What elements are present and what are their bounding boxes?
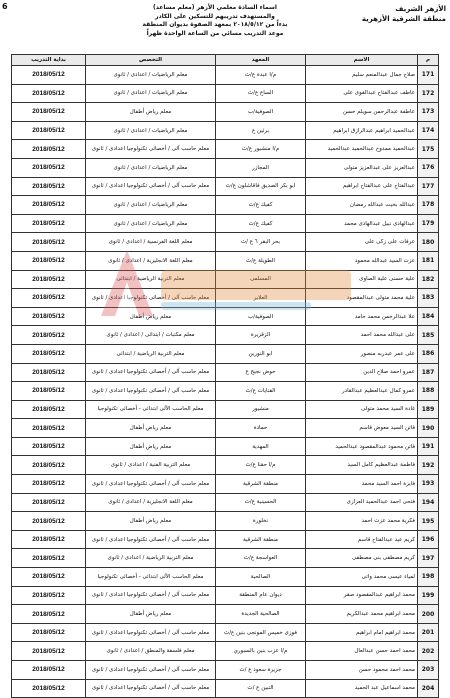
row-number: 189 (418, 400, 439, 419)
table-row (12, 382, 439, 401)
row-specialty: معلم الرياضيات / اعدادى / ثانوى (86, 66, 216, 85)
document-title (120, 4, 310, 38)
row-number: 182 (418, 270, 439, 289)
row-institute: المهدية (216, 437, 306, 456)
row-number: 204 (418, 679, 439, 698)
row-specialty: معلم حاسب آلى / أخصائى تكنولوجيا اعدادى / ثانوى (86, 289, 216, 308)
row-name: عمرو احمد صلاح الدين (306, 363, 418, 382)
row-start-date: 2018/05/12 (12, 623, 86, 642)
table-row (12, 437, 439, 456)
row-start-date: 2018/05/12 (12, 605, 86, 624)
row-specialty: معلم رياض أطفال (86, 103, 216, 122)
row-number: 201 (418, 623, 439, 642)
row-start-date: 2018/05/12 (12, 66, 86, 85)
row-start-date: 2018/05/12 (12, 307, 86, 326)
row-start-date: 2018/05/12 (12, 196, 86, 215)
row-specialty: معلم رياض أطفال (86, 512, 216, 531)
row-name: صلاح جمال عبدالمنعم سليم (306, 66, 418, 85)
row-start-date: 2018/05/12 (12, 437, 86, 456)
row-name: كريم مصطفى بنى مصطفى (306, 549, 418, 568)
row-specialty: معلم الرياضيات / اعدادى / ثانوى (86, 214, 216, 233)
row-number: 173 (418, 103, 439, 122)
row-specialty: معلم فلسفة والمنطق / اعدادى / ثانوى (86, 642, 216, 661)
row-number: 198 (418, 568, 439, 587)
row-number: 183 (418, 289, 439, 308)
row-name: عرفات على زكى على (306, 233, 418, 252)
row-specialty: معلم مكتبات / ابتدائى / اعدادى / ثانوى (86, 326, 216, 345)
row-start-date: 2018/05/12 (12, 661, 86, 680)
row-number: 174 (418, 121, 439, 140)
row-specialty: معلم حاسب آلى / أخصائى تكنولوجيا اعدادى / ثانوى (86, 661, 216, 680)
row-specialty: معلم حاسب آلى / أخصائى تكنولوجيا اعدادى / ثانوى (86, 363, 216, 382)
row-institute: الحسينية ع/ث (216, 493, 306, 512)
row-number: 191 (418, 437, 439, 456)
row-specialty: معلم الحاسب الآلى ابتدائى - أخصائى تكنولوجيا (86, 400, 216, 419)
row-number: 194 (418, 493, 439, 512)
row-institute: الطويلة ع/ث (216, 251, 306, 270)
row-name: فاتن السيد معوض قاسم (306, 419, 418, 438)
row-institute: م/ا منشيور ع/ث (216, 140, 306, 159)
row-number: 185 (418, 326, 439, 345)
row-institute: نخلورة (216, 512, 306, 531)
row-specialty: معلم رياض أطفال (86, 437, 216, 456)
row-specialty: معلم حاسب آلى / أخصائى تكنولوجيا اعدادى / ثانوى (86, 382, 216, 401)
column-header-specialty: التخصص (86, 55, 216, 66)
row-institute: الصالحية الجديدة (216, 605, 306, 624)
organization-region: منطقة الشرقية الأزهرية (361, 15, 446, 23)
row-start-date: 2018/05/12 (12, 549, 86, 568)
row-start-date: 2018/05/12 (12, 214, 86, 233)
row-number: 179 (418, 214, 439, 233)
row-number: 195 (418, 512, 439, 531)
column-header-start-date: بداية التدريب (12, 55, 86, 66)
row-number: 197 (418, 549, 439, 568)
row-institute: منطقة الشرقية (216, 475, 306, 494)
row-specialty: معلم التربية الرياضية / ابتدائى (86, 344, 216, 363)
table-row (12, 344, 439, 363)
column-header-name: الاسم (306, 55, 418, 66)
row-name: عاطف عبدالفتاح عبدالقوى على (306, 84, 418, 103)
row-institute: ابو النورين (216, 344, 306, 363)
table-row (12, 66, 439, 85)
table-row (12, 475, 439, 494)
column-header-num: م (418, 55, 439, 66)
table-row (12, 140, 439, 159)
row-specialty: معلم الرياضيات / اعدادى / ثانوى (86, 158, 216, 177)
row-specialty: معلم اللغة الفرنسية / اعدادى / ثانوى (86, 233, 216, 252)
row-start-date: 2018/05/12 (12, 177, 86, 196)
table-row (12, 586, 439, 605)
table-body (12, 66, 439, 698)
row-specialty: معلم الرياضيات / اعدادى / ثانوى (86, 196, 216, 215)
row-name: فتحى احمد عبدالحميد العزازى (306, 493, 418, 512)
row-institute: الصوفية/ب (216, 307, 306, 326)
row-name: فايزة احمد السيد محمد (306, 475, 418, 494)
row-number: 176 (418, 158, 439, 177)
row-specialty: معلم رياض أطفال (86, 605, 216, 624)
row-number: 178 (418, 196, 439, 215)
table-header-row (12, 55, 439, 66)
row-start-date: 2018/05/12 (12, 679, 86, 698)
table-row (12, 549, 439, 568)
row-institute: حوض نجيح ع (216, 363, 306, 382)
table-row (12, 289, 439, 308)
row-institute: ابو بكر الصديق فاقاشلون ع/ث (216, 177, 306, 196)
row-institute: م/ا عبدة ع/ث (216, 66, 306, 85)
row-start-date: 2018/05/12 (12, 456, 86, 475)
row-name: عبدالله بخيت عبدالله رمضان (306, 196, 418, 215)
row-institute: المجازر (216, 158, 306, 177)
row-start-date: 2018/05/12 (12, 270, 86, 289)
row-specialty: معلم حاسب آلى / أخصائى تكنولوجيا اعدادى / ثانوى (86, 475, 216, 494)
row-institute: م/ا عزب بنين بالسبوري (216, 642, 306, 661)
row-number: 188 (418, 382, 439, 401)
row-name: محمد ابراهيم امام ابراهيم (306, 623, 418, 642)
row-number: 193 (418, 475, 439, 494)
row-start-date: 2018/05/12 (12, 493, 86, 512)
column-header-institute: المعهد (216, 55, 306, 66)
row-start-date: 2018/05/12 (12, 512, 86, 531)
row-institute: ديوان عام المنطقة (216, 586, 306, 605)
row-number: 171 (418, 66, 439, 85)
row-start-date: 2018/05/12 (12, 642, 86, 661)
row-name: علية حسنى علية الصاوى (306, 270, 418, 289)
table-row (12, 493, 439, 512)
table-row (12, 121, 439, 140)
row-start-date: 2018/05/12 (12, 158, 86, 177)
row-specialty: معلم حاسب آلى / أخصائى تكنولوجيا اعدادى / ثانوى (86, 623, 216, 642)
row-start-date: 2018/05/12 (12, 121, 86, 140)
row-name: عزت السيد عبدالله محمود (306, 251, 418, 270)
table-row (12, 233, 439, 252)
row-number: 175 (418, 140, 439, 159)
table-row (12, 84, 439, 103)
table-row (12, 661, 439, 680)
row-start-date: 2018/05/12 (12, 103, 86, 122)
page-number: 6 (2, 2, 8, 11)
row-institute: بحر البقر ٦ ع /ث (216, 233, 306, 252)
table-row (12, 177, 439, 196)
row-name: محمد احمد محمود حسن (306, 661, 418, 680)
row-number: 196 (418, 530, 439, 549)
row-start-date: 2018/05/12 (12, 586, 86, 605)
row-institute: م/ا حقنا ع/ث (216, 456, 306, 475)
row-name: فاطمة عبدالعظيم كامل السيد (306, 456, 418, 475)
row-specialty: معلم التربية الفنية / اعدادى / ثانوى (86, 456, 216, 475)
row-number: 192 (418, 456, 439, 475)
row-start-date: 2018/05/12 (12, 344, 86, 363)
table-row (12, 103, 439, 122)
title-line: موعد التدريب مسائي من الساعة الواحدة ظهراً (146, 29, 284, 37)
row-specialty: معلم حاسب آلى / أخصائى تكنولوجيا اعدادى / ثانوى (86, 140, 216, 159)
row-number: 181 (418, 251, 439, 270)
row-specialty: معلم حاسب آلى / أخصائى تكنولوجيا اعدادى / ثانوى (86, 530, 216, 549)
row-number: 199 (418, 586, 439, 605)
row-institute: منطقة الشرقية (216, 530, 306, 549)
row-name: محمد ابراهيم محمد عبدالكريم (306, 605, 418, 624)
row-start-date: 2018/05/12 (12, 326, 86, 345)
row-start-date: 2018/05/12 (12, 475, 86, 494)
row-start-date: 2018/05/12 (12, 419, 86, 438)
row-institute: التبين ع /ث (216, 679, 306, 698)
table-row (12, 326, 439, 345)
row-institute: حمادة (216, 419, 306, 438)
table-row (12, 456, 439, 475)
table-row (12, 214, 439, 233)
row-number: 184 (418, 307, 439, 326)
row-specialty: معلم التربية الرياضية / اعدادى / ثانوى (86, 549, 216, 568)
row-institute: منشيور (216, 400, 306, 419)
row-name: علا عبدالرحمن محمد حامد (306, 307, 418, 326)
row-name: عبدالهادى نبيل عبدالهادى محمد (306, 214, 418, 233)
row-name: فكرية محمد عزت احمد (306, 512, 418, 531)
organization-block (362, 4, 446, 24)
row-number: 186 (418, 344, 439, 363)
row-name: عمرو كمال عبدالعظيم عبدالقادر (306, 382, 418, 401)
row-number: 172 (418, 84, 439, 103)
row-specialty: معلم حاسب آلى / أخصائى تكنولوجيا اعدادى / ثانوى (86, 586, 216, 605)
row-institute: الصوفية/ب (216, 103, 306, 122)
row-start-date: 2018/05/12 (12, 140, 86, 159)
table-row (12, 251, 439, 270)
row-number: 187 (418, 363, 439, 382)
row-institute: العواسجة ع/ث (216, 549, 306, 568)
row-number: 180 (418, 233, 439, 252)
table-row (12, 270, 439, 289)
row-specialty: معلم رياض أطفال (86, 419, 216, 438)
row-name: علية محمد متولى عبدالمقصود (306, 289, 418, 308)
row-start-date: 2018/05/12 (12, 289, 86, 308)
row-start-date: 2018/05/12 (12, 84, 86, 103)
row-specialty: معلم الحاسب الآلى ابتدائى - أخصائى تكنولوجيا (86, 568, 216, 587)
row-institute: برئين ع (216, 121, 306, 140)
row-specialty: معلم التربية الرياضية / ابتدائى (86, 270, 216, 289)
row-number: 177 (418, 177, 439, 196)
row-institute: كفيك ع/ث (216, 196, 306, 215)
table-row (12, 196, 439, 215)
row-number: 200 (418, 605, 439, 624)
row-name: لمياء عيسى محمد واتى (306, 568, 418, 587)
row-number: 202 (418, 642, 439, 661)
row-start-date: 2018/05/12 (12, 251, 86, 270)
row-institute: الزقزيرة (216, 326, 306, 345)
row-start-date: 2018/05/12 (12, 233, 86, 252)
row-start-date: 2018/05/12 (12, 363, 86, 382)
row-specialty: معلم الرياضيات / اعدادى / ثانوى (86, 84, 216, 103)
row-specialty: معلم اللغة الانجليزية / اعدادى / ثانوى (86, 251, 216, 270)
table-row (12, 642, 439, 661)
document-header (0, 2, 450, 52)
row-name: غادة السيد محمد متولى (306, 400, 418, 419)
row-specialty: معلم الرياضيات / اعدادى / ثانوى (86, 121, 216, 140)
row-name: محمد احمد حسن عبدالعال (306, 642, 418, 661)
table-row (12, 568, 439, 587)
row-name: عبدالعزيز على عبدالعزيز متولى (306, 158, 418, 177)
row-institute: كفيك ع/ث (216, 214, 306, 233)
row-name: عبدالفتاح على عبدالفتاح ابراهيم (306, 177, 418, 196)
row-number: 203 (418, 661, 439, 680)
row-name: محمد اسماعيل عبد الحميد (306, 679, 418, 698)
trainees-table (11, 54, 439, 698)
table-row (12, 512, 439, 531)
row-name: محمد ابراهيم عبدالمقصود صقر (306, 586, 418, 605)
row-name: عبدالحميد ابراهيم عبدالرازق ابراهيم (306, 121, 418, 140)
table-row (12, 530, 439, 549)
table-row (12, 623, 439, 642)
row-institute: المسلمى (216, 270, 306, 289)
row-institute: فوزى خميس المونجى بنين ع/ث (216, 623, 306, 642)
row-name: فاتن محمود عبدالمقصود عبدالحميد (306, 437, 418, 456)
row-specialty: معلم حاسب آلى / أخصائى تكنولوجيا اعدادى / ثانوى (86, 177, 216, 196)
row-specialty: معلم حاسب آلى / أخصائى تكنولوجيا اعدادى / ثانوى (86, 679, 216, 698)
table-row (12, 158, 439, 177)
table-row (12, 363, 439, 382)
row-start-date: 2018/05/12 (12, 382, 86, 401)
title-line: بدءاً من ٢٠١٨/٥/١٢ بمعهد الصفوة بديوان المنطقة (142, 21, 288, 28)
row-institute: الساع ع/ث (216, 84, 306, 103)
row-name: على عمر عبدربه منصور (306, 344, 418, 363)
row-name: عاطفة عبدالرحمن سويلم حسن (306, 103, 418, 122)
title-line: اسماء السادة معلمي الأزهر (معلم مساعد) (153, 4, 277, 11)
table-row (12, 605, 439, 624)
row-institute: الصالحية (216, 568, 306, 587)
row-start-date: 2018/05/12 (12, 568, 86, 587)
organization-name: الأزهر الشريف (395, 5, 446, 13)
table-row (12, 400, 439, 419)
row-institute: العلاير (216, 289, 306, 308)
table-row (12, 679, 439, 698)
row-specialty: معلم اللغة الانجليزية / اعدادى / ثانوى (86, 493, 216, 512)
row-number: 190 (418, 419, 439, 438)
row-name: كريم عيد عبدالفتاح قاسم (306, 530, 418, 549)
row-start-date: 2018/05/12 (12, 400, 86, 419)
table-row (12, 307, 439, 326)
table-row (12, 419, 439, 438)
row-name: عبدالحميد ممدوح عبدالحميد عبدالحميد (306, 140, 418, 159)
row-institute: جزيرة سعود ع /ث (216, 661, 306, 680)
title-line: والمستهدف تدريبهم للتسكين على الكادر (155, 12, 275, 20)
row-name: على عبدالله محمد احمد (306, 326, 418, 345)
row-start-date: 2018/05/12 (12, 530, 86, 549)
row-institute: القنايات ع/ث (216, 382, 306, 401)
row-specialty: معلم رياض أطفال (86, 307, 216, 326)
